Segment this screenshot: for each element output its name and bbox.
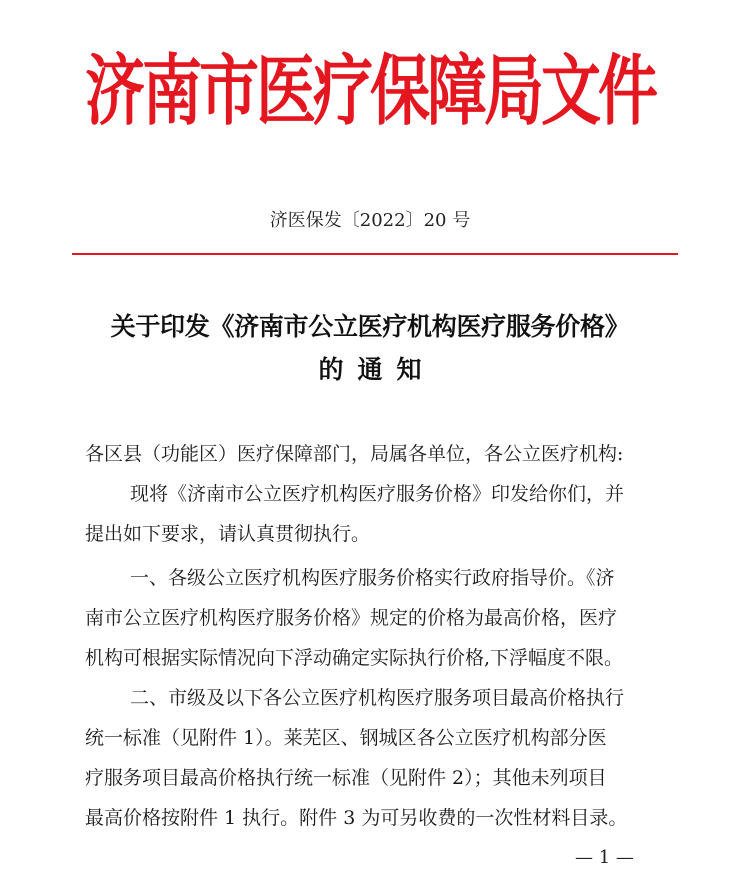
notice-title-line-2: 的通知 (318, 355, 436, 384)
document-header-title: 济南市医疗保障局文件 (85, 46, 655, 137)
document-number: 济医保发〔2022〕20 号 (269, 210, 471, 231)
body-paragraph-line: 机构可根据实际情况向下浮动确定实际执行价格,下浮幅度不限。 (85, 647, 624, 669)
body-paragraph-line: 最高价格按附件 1 执行。附件 3 为可另收费的一次性材料目录。 (85, 807, 628, 829)
notice-title-line-1: 关于印发《济南市公立医疗机构医疗服务价格》 (110, 312, 630, 341)
body-paragraph-line: 二、市级及以下各公立医疗机构医疗服务项目最高价格执行 (130, 687, 625, 709)
body-paragraph-line: 疗服务项目最高价格执行统一标准（见附件 2）；其他未列项目 (85, 767, 607, 789)
salutation-line: 各区县（功能区）医疗保障部门，局属各单位，各公立医疗机构: (85, 443, 624, 465)
body-paragraph-line: 统一标准（见附件 1）。莱芜区、钢城区各公立医疗机构部分医 (85, 727, 607, 749)
body-paragraph-line: 提出如下要求，请认真贯彻执行。 (85, 523, 371, 545)
body-paragraph-line: 南市公立医疗机构医疗服务价格》规定的价格为最高价格，医疗 (85, 607, 618, 629)
red-separator-line (72, 253, 678, 255)
body-paragraph-line: 现将《济南市公立医疗机构医疗服务价格》印发给你们，并 (130, 483, 625, 505)
body-paragraph-line: 一、各级公立医疗机构医疗服务价格实行政府指导价。《济 (130, 567, 615, 589)
page-number: — 1 — (575, 847, 634, 868)
